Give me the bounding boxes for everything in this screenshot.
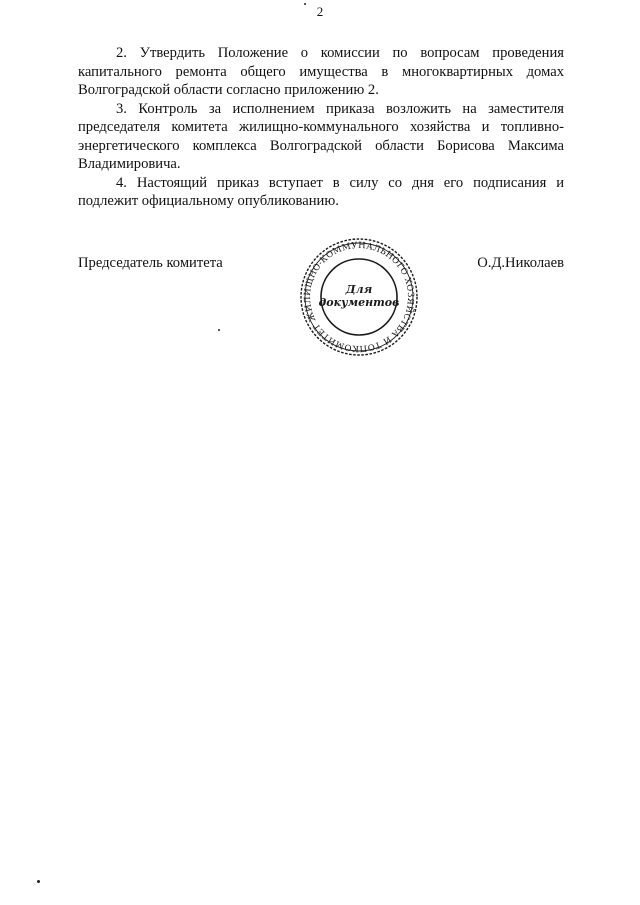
signer-position: Председатель комитета xyxy=(78,255,223,271)
seal-graphic xyxy=(295,238,423,356)
signer-name: О.Д.Николаев xyxy=(477,255,564,271)
paragraph-2: 2. Утвердить Положение о комиссии по вопросам проведения капитального ремонта общего имущества в многоквартирных домах Волгоградской области согласно приложению 2. xyxy=(78,45,564,98)
document-body xyxy=(78,44,564,211)
seal-ring-text: КОМИТЕТ ЖИЛИЩНО-КОММУНАЛЬНОГО ХОЗЯЙСТВА И ТОП xyxy=(302,240,416,354)
scan-speck xyxy=(218,329,220,331)
page-number: 2 xyxy=(316,4,324,19)
paragraph-4: 4. Настоящий приказ вступает в силу со дня его подписания и подлежит официальному опубликованию. xyxy=(78,174,564,209)
seal-center-line-1: Для xyxy=(345,283,373,296)
paragraph-3: 3. Контроль за исполнением приказа возложить на заместителя председателя комитета жилищно-коммунального хозяйства и топливно-энергетического комплекса Волгоградской области Борисова Максима Владимировича. xyxy=(78,100,564,172)
official-seal-stamp xyxy=(295,238,423,356)
scan-speck xyxy=(37,880,40,883)
seal-center-line-2: документов xyxy=(318,296,400,309)
scan-speck xyxy=(304,3,306,5)
